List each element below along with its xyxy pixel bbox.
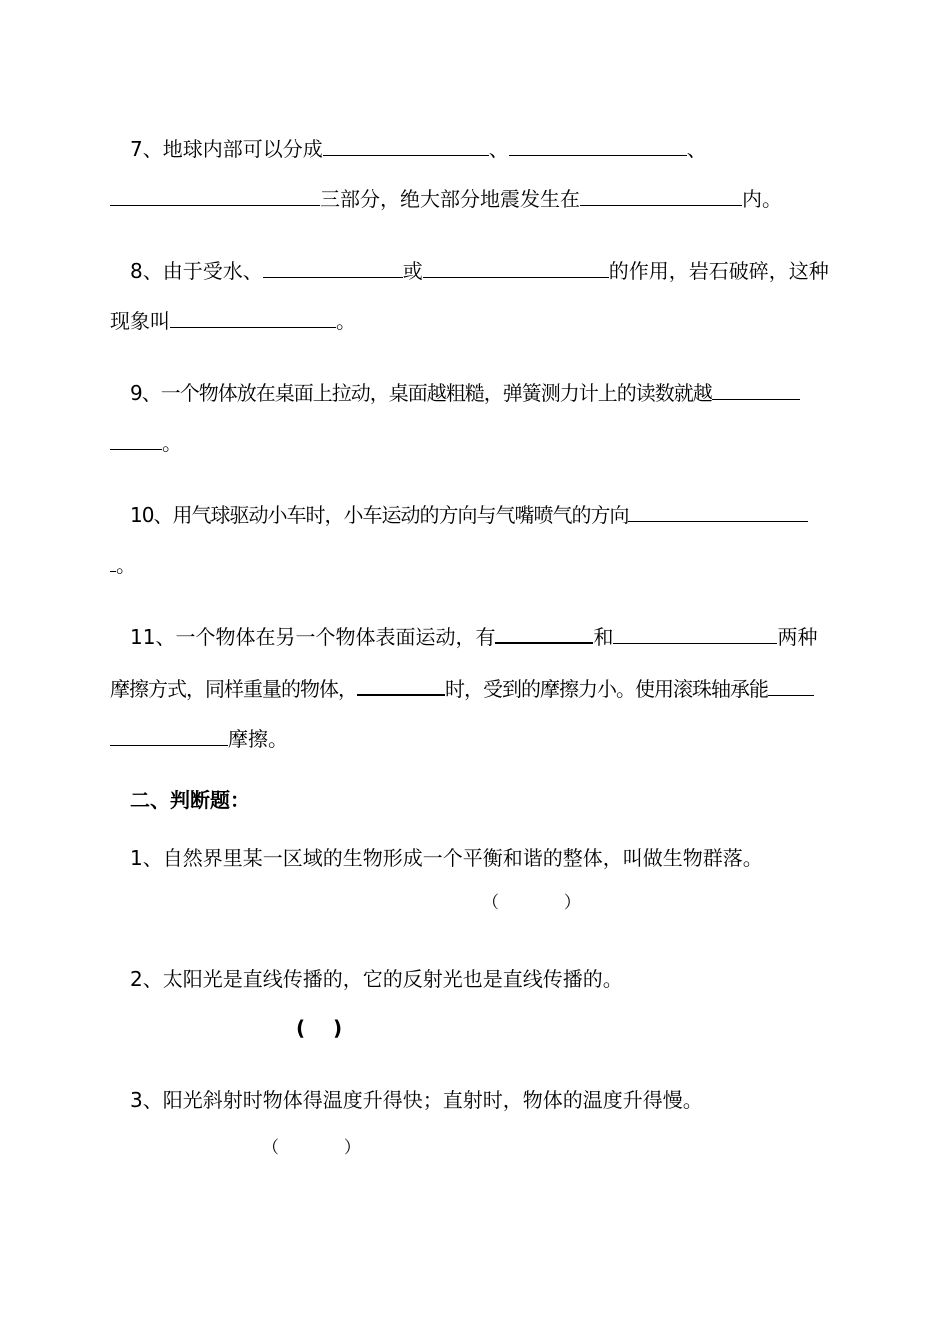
q8-line2 — [110, 306, 356, 336]
q9-prefix: 9、一个物体放在桌面上拉动，桌面越粗糙，弹簧测力计上的读数就越 — [130, 381, 712, 405]
judge-2-text: 2、太阳光是直线传播的，它的反射光也是直线传播的。 — [130, 967, 623, 991]
q9-end: 。 — [162, 431, 182, 455]
q7-sep2: 、 — [686, 137, 707, 161]
q11-line1 — [130, 622, 817, 652]
q10-prefix: 10、用气球驱动小车时，小车运动的方向与气嘴喷气的方向 — [130, 503, 629, 527]
q11-blank-3[interactable] — [357, 674, 445, 696]
q8-end: 的作用，岩石破碎，这种 — [608, 259, 829, 283]
q10-blank-1a[interactable] — [628, 501, 808, 522]
q11-end: 两种 — [777, 625, 818, 649]
q11-mid: 和 — [593, 625, 614, 649]
q11-line2-mid: 时，受到的摩擦力小。使用滚珠轴承能 — [445, 677, 768, 701]
q9-line2 — [110, 428, 182, 458]
q9-line1 — [130, 378, 800, 408]
q7-end: 内。 — [742, 187, 782, 211]
q8-line1 — [130, 256, 829, 286]
q7-blank-2[interactable] — [509, 135, 687, 156]
q8-line2-end: 。 — [336, 309, 356, 333]
judge-1-answer-paren[interactable]: （ ） — [482, 893, 581, 913]
q11-line2-prefix: 摩擦方式，同样重量的物体， — [110, 677, 357, 701]
q11-blank-4a[interactable] — [768, 675, 814, 696]
q7-blank-4[interactable] — [580, 185, 742, 206]
q7-sep1: 、 — [488, 137, 509, 161]
q8-blank-1[interactable] — [263, 257, 403, 278]
judge-1-text: 1、自然界里某一区域的生物形成一个平衡和谐的整体，叫做生物群落。 — [130, 846, 763, 870]
judge-3-answer-paren[interactable]: （ ） — [262, 1138, 361, 1158]
q11-line3 — [110, 724, 288, 754]
q8-prefix: 8、由于受水、 — [130, 259, 263, 283]
q11-blank-2[interactable] — [613, 623, 777, 644]
q11-blank-4b[interactable] — [110, 725, 228, 746]
judge-3-text: 3、阳光斜射时物体得温度升得快；直射时，物体的温度升得慢。 — [130, 1088, 703, 1112]
q8-blank-3[interactable] — [170, 307, 336, 328]
q8-line2-prefix: 现象叫 — [110, 309, 170, 333]
judge-2-answer-paren[interactable]: ( ) — [296, 1016, 343, 1040]
q9-blank-1a[interactable] — [712, 379, 800, 400]
q10-end: 。 — [116, 553, 136, 577]
q11-line3-end: 摩擦。 — [228, 727, 288, 751]
q7-prefix: 7、地球内部可以分成 — [130, 137, 323, 161]
q10-line2 — [110, 550, 136, 580]
q7-blank-1[interactable] — [323, 135, 489, 156]
q9-blank-1b[interactable] — [110, 429, 162, 450]
q11-line2 — [110, 674, 814, 704]
q7-line2 — [110, 184, 782, 214]
q8-mid: 或 — [402, 259, 423, 283]
q7-mid: 三部分，绝大部分地震发生在 — [320, 187, 580, 211]
section-2-title: 二、判断题： — [130, 788, 250, 812]
q10-line1 — [130, 500, 808, 530]
q11-prefix: 11、一个物体在另一个物体表面运动，有 — [130, 625, 496, 649]
q8-blank-2[interactable] — [423, 257, 609, 278]
q7-blank-3[interactable] — [110, 185, 320, 206]
q7-line1 — [130, 134, 707, 164]
q11-blank-1[interactable] — [495, 622, 593, 644]
